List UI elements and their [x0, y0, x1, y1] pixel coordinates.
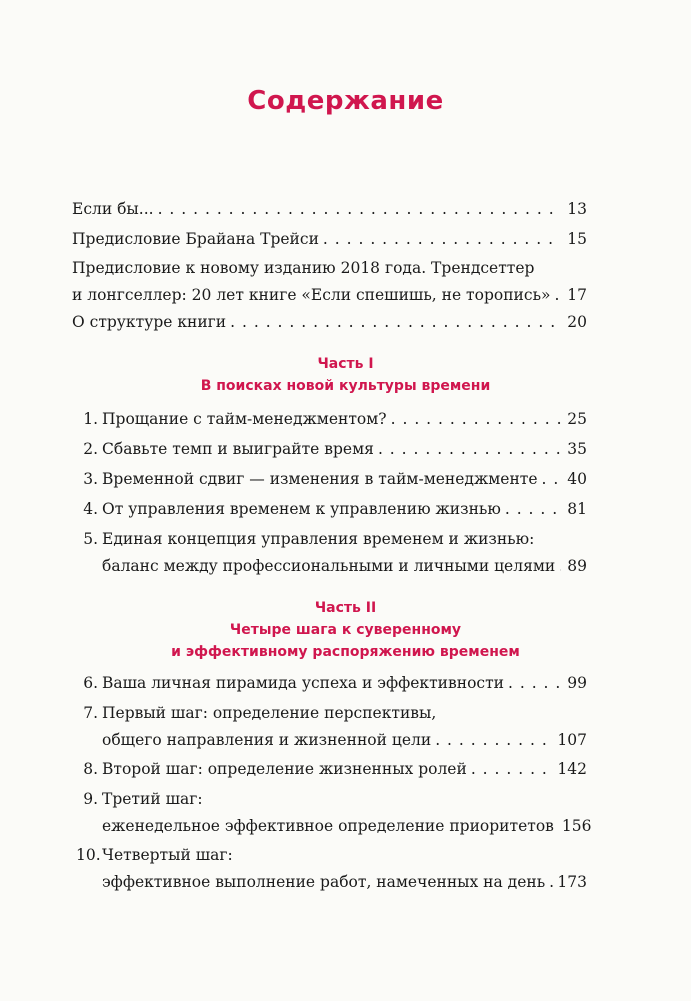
leader-dots: [158, 196, 561, 223]
chapter-number: 8.: [83, 760, 98, 778]
toc-entry-title: О структуре книги: [72, 313, 227, 331]
toc-entry[interactable]: [76, 756, 587, 783]
toc-entry[interactable]: [72, 309, 587, 336]
toc-entry-title-line1: Единая концепция управления временем и жизнью:: [102, 530, 535, 548]
toc-entry-page: 15: [567, 230, 587, 248]
toc-entry-page: 25: [567, 410, 587, 428]
toc-entry[interactable]: [76, 436, 587, 463]
toc-entry-title: Предисловие Брайана Трейси: [72, 230, 319, 248]
leader-dots: [391, 406, 561, 433]
chapter-number: 9.: [83, 790, 98, 808]
chapter-number: 3.: [83, 470, 98, 488]
toc-entry[interactable]: [72, 255, 587, 309]
toc-entry[interactable]: [76, 526, 587, 580]
leader-dots: [378, 436, 561, 463]
toc-entry-page: 99: [567, 674, 587, 692]
toc-entry-title-line2: эффективное выполнение работ, намеченных на день: [102, 873, 546, 891]
chapter-number: 6.: [83, 674, 98, 692]
leader-dots: [555, 282, 562, 309]
leader-dots: [549, 869, 553, 896]
leader-dots: [471, 756, 554, 783]
toc-entry[interactable]: [76, 496, 587, 523]
part-title-line1: Четыре шага к суверенному: [229, 622, 462, 638]
toc-entry-page: 89: [567, 557, 587, 575]
leader-dots: [230, 309, 561, 336]
toc-entry-title: Прощание с тайм-менеджментом?: [102, 410, 387, 428]
toc-entry-title: Если бы...: [72, 200, 154, 218]
chapter-number: 10.: [76, 846, 101, 864]
toc-entry[interactable]: [76, 406, 587, 433]
toc-entry[interactable]: [72, 196, 587, 223]
toc-entry-title: Ваша личная пирамида успеха и эффективности: [102, 674, 504, 692]
toc-entry-page: 17: [567, 286, 587, 304]
toc-entry-page: 13: [567, 200, 587, 218]
leader-dots: [435, 727, 553, 754]
leader-dots: [323, 226, 561, 253]
chapter-number: 4.: [83, 500, 98, 518]
toc-entry-title: Сбавьте темп и выиграйте время: [102, 440, 374, 458]
chapter-number: 2.: [83, 440, 98, 458]
toc-entry-title: Временной сдвиг — изменения в тайм-менеджменте: [102, 470, 538, 488]
toc-entry[interactable]: [76, 466, 587, 493]
chapter-number: 5.: [83, 530, 98, 548]
toc-entry-title-line2: баланс между профессиональными и личными целями: [102, 557, 556, 575]
part-title-line2: и эффективному распоряжению временем: [171, 644, 520, 660]
toc-entry-page: 20: [567, 313, 587, 331]
toc-entry[interactable]: [72, 226, 587, 253]
toc-entry[interactable]: [76, 700, 587, 754]
part-heading: [0, 353, 691, 397]
toc-entry-page: 156: [561, 817, 592, 835]
toc-entry-title-line2: и лонгселлер: 20 лет книге «Если спешишь, не торопись»: [72, 286, 551, 304]
leader-dots: [508, 670, 561, 697]
part-heading: [0, 597, 691, 663]
page-title: Содержание: [247, 86, 444, 116]
toc-entry-title-line1: Первый шаг: определение перспективы,: [102, 704, 437, 722]
toc-entry-page: 142: [557, 760, 587, 778]
toc-entry-page: 40: [567, 470, 587, 488]
toc-entry-page: 81: [567, 500, 587, 518]
toc-entry-title-line2: еженедельное эффективное определение приоритетов: [102, 817, 554, 835]
leader-dots: [542, 466, 561, 493]
toc-entry-title-line1: Третий шаг:: [102, 790, 203, 808]
toc-entry-page: 35: [567, 440, 587, 458]
toc-entry-page: 107: [557, 731, 587, 749]
part-label: Часть I: [317, 356, 374, 372]
toc-entry[interactable]: [76, 842, 587, 896]
toc-entry-title: Второй шаг: определение жизненных ролей: [102, 760, 467, 778]
part-label: Часть II: [314, 600, 377, 616]
toc-entry[interactable]: [76, 786, 592, 840]
leader-dots: [559, 553, 561, 580]
toc-entry-title-line1: Четвертый шаг:: [102, 846, 233, 864]
toc-entry-title-line1: Предисловие к новому изданию 2018 года. Трендсеттер: [72, 259, 535, 277]
chapter-number: 7.: [83, 704, 98, 722]
toc-entry-title-line2: общего направления и жизненной цели: [102, 731, 432, 749]
leader-dots: [505, 496, 561, 523]
toc-entry-title: От управления временем к управлению жизнью: [102, 500, 501, 518]
part-title: В поисках новой культуры времени: [200, 378, 491, 394]
chapter-number: 1.: [83, 410, 98, 428]
toc-entry-page: 173: [557, 873, 587, 891]
toc-entry[interactable]: [76, 670, 587, 697]
